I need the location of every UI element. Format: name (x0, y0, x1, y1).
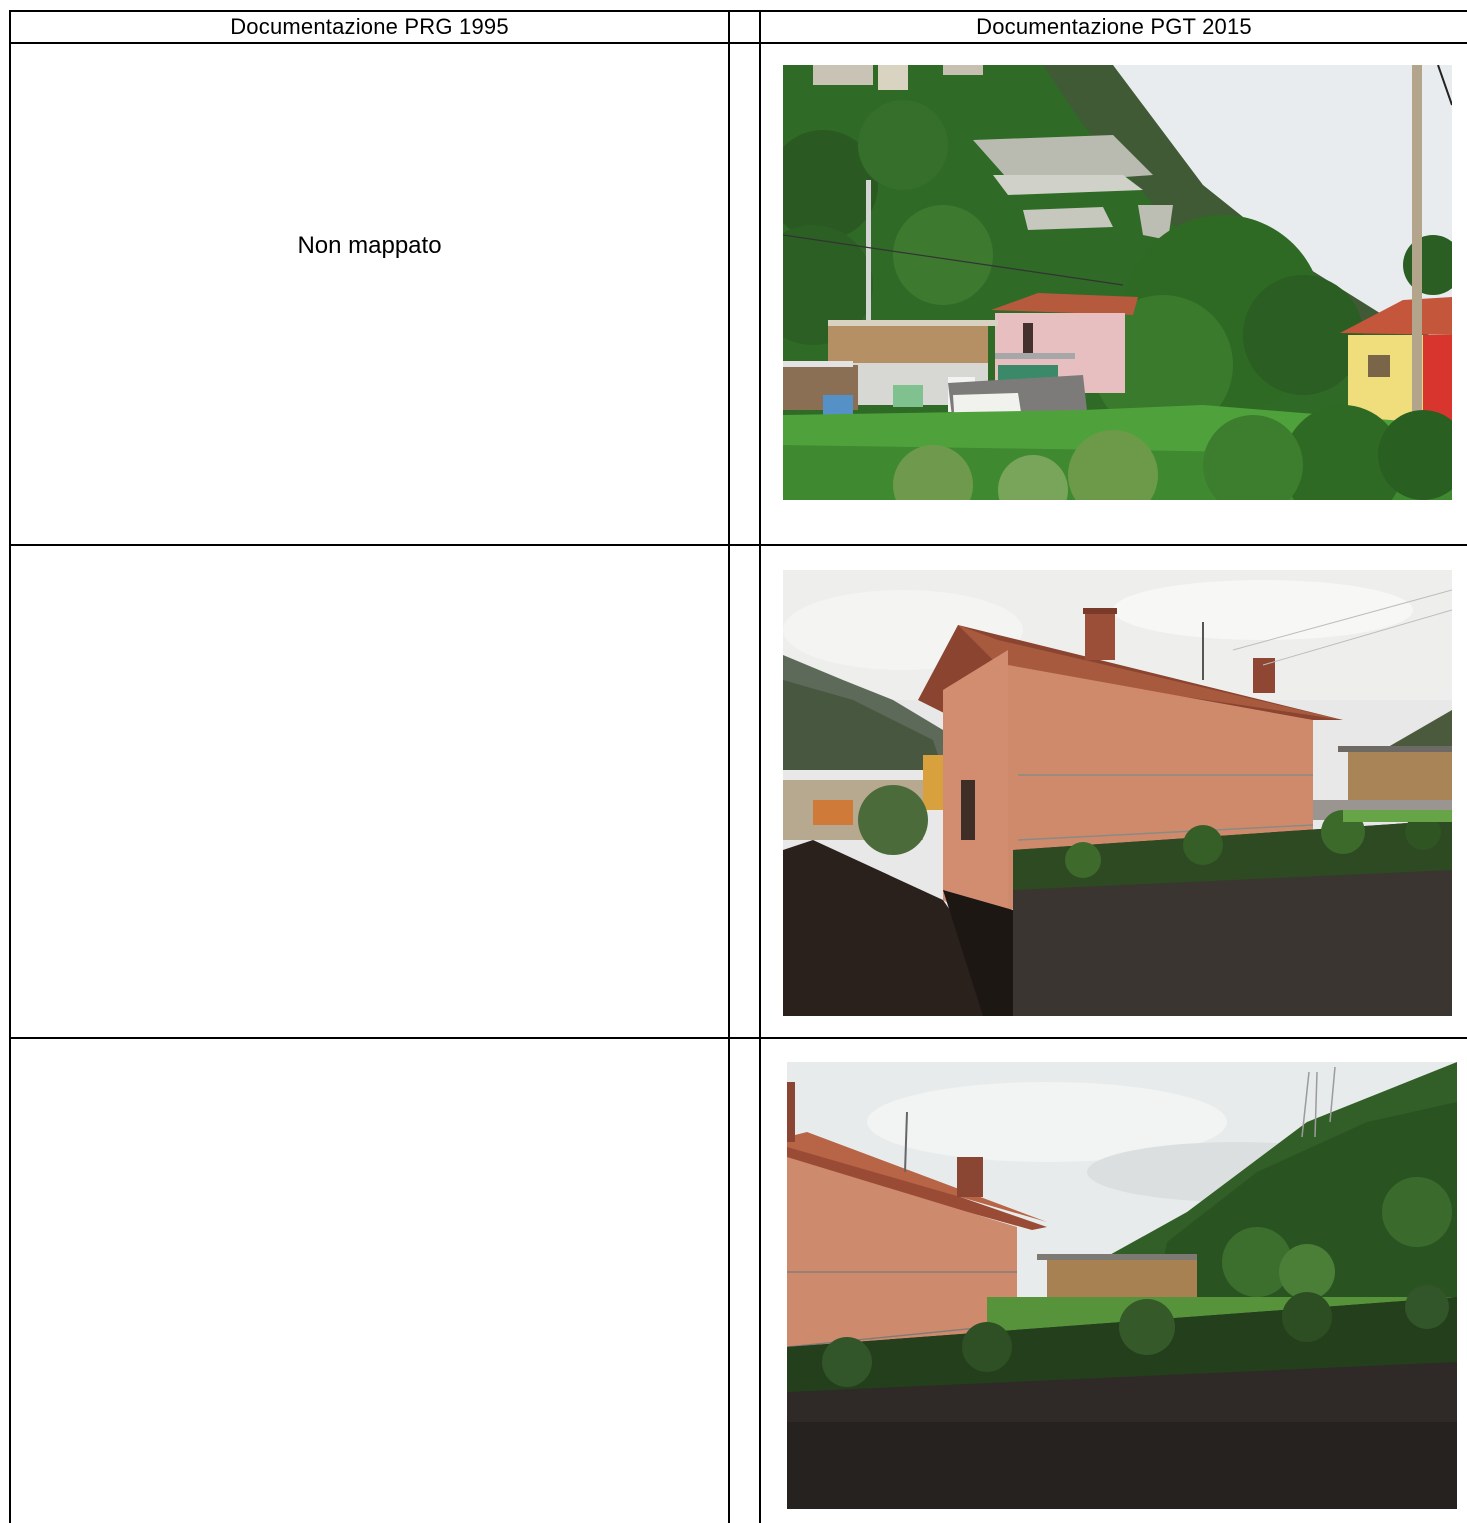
table-header-divider (9, 42, 1467, 44)
photo-house-street (783, 570, 1452, 1016)
header-prg-1995: Documentazione PRG 1995 (230, 14, 509, 39)
table-column-divider-1 (728, 10, 730, 1523)
header-pgt-2015: Documentazione PGT 2015 (976, 14, 1252, 39)
table-column-divider-2 (759, 10, 761, 1523)
photo-hillside-village (783, 65, 1452, 500)
prg-note-row-1: Non mappato (297, 232, 442, 259)
table-row-divider-1 (9, 544, 1467, 546)
table-row-divider-2 (9, 1037, 1467, 1039)
photo-house-wall-hill (787, 1062, 1457, 1509)
